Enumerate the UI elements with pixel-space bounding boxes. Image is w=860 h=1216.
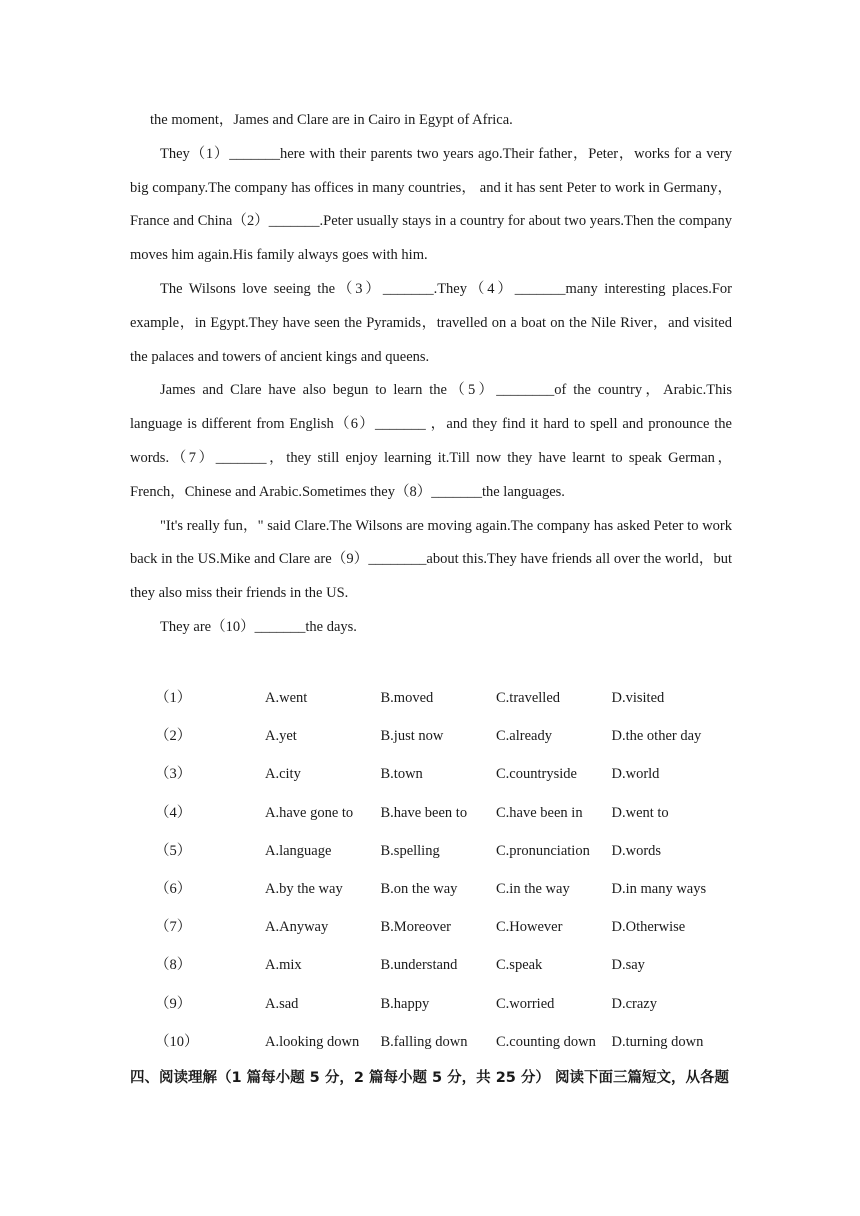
option-c: C.However: [496, 919, 563, 936]
question-number: （6）: [155, 880, 192, 897]
option-row: [155, 835, 755, 873]
option-d: D.words: [611, 842, 662, 859]
option-row: [155, 911, 755, 949]
option-d: D.turning down: [611, 1033, 704, 1050]
option-c: C.counting down: [496, 1033, 596, 1050]
option-d: D.visited: [611, 690, 665, 706]
option-row: [155, 1026, 755, 1064]
option-b: B.town: [380, 766, 423, 783]
option-b: B.happy: [380, 995, 430, 1012]
option-b: B.falling down: [380, 1033, 468, 1050]
passage-paragraph: They（1）_______here with their parents two years ago.Their father，Peter，works for a very big company.The company has offices in many countries， and it has sent Peter to work in Germany，France and China（2）_______.Peter usually stays in a country for about two years.Then the company moves him again.His family always goes with him.: [130, 145, 732, 264]
question-number: （4）: [155, 804, 192, 821]
option-d: D.went to: [611, 804, 669, 821]
option-row: [155, 758, 755, 796]
question-number: （1）: [155, 690, 192, 706]
option-d: D.say: [611, 957, 645, 974]
question-number: （7）: [155, 919, 192, 936]
option-a: A.city: [265, 766, 301, 783]
question-number: （3）: [155, 766, 192, 783]
option-row: [155, 682, 755, 720]
option-row: [155, 873, 755, 911]
option-row: [155, 797, 755, 835]
option-b: B.just now: [380, 728, 444, 745]
answer-options-table: [155, 682, 755, 1064]
passage-paragraph: "It's really fun，" said Clare.The Wilsons are moving again.The company has asked Peter to work back in the US.Mike and Clare are（9）________about this.They have friends all over the world，but they also miss their friends in the US.: [130, 517, 732, 602]
option-d: D.world: [611, 766, 660, 783]
option-d: D.Otherwise: [611, 919, 686, 936]
option-b: B.understand: [380, 957, 458, 974]
passage-paragraph: James and Clare have also begun to learn the（5）________of the country，Arabic.This language is different from English（6）_______ ，and they find it hard to spell and pronounce the words.（7）_______，they still enjoy learning it.Till now they have learnt to speak German，French，Chinese and Arabic.Sometimes they（8）_______the languages.: [130, 382, 732, 500]
passage-paragraph: The Wilsons love seeing the（3）_______.They（4）_______many interesting places.For example，in Egypt.They have seen the Pyramids，travelled on a boat on the Nile River，and visited the palaces and towers of ancient kings and queens.: [130, 280, 732, 365]
option-c: C.already: [496, 728, 552, 745]
question-number: （10）: [155, 1033, 199, 1050]
option-c: C.have been in: [496, 804, 583, 821]
option-b: B.moved: [380, 690, 434, 706]
option-c: C.in the way: [496, 880, 570, 897]
option-c: C.speak: [496, 957, 543, 974]
option-b: B.spelling: [380, 842, 440, 859]
option-a: A.have gone to: [265, 804, 354, 821]
option-d: D.the other day: [611, 728, 702, 745]
option-row: [155, 720, 755, 758]
option-c: C.travelled: [496, 690, 561, 706]
section-heading: 四、阅读理解（1 篇每小题 5 分，2 篇每小题 5 分，共 25 分） 阅读下面三篇短文，从各题: [130, 1070, 729, 1086]
passage-paragraph: the moment，James and Clare are in Cairo in Egypt of Africa.: [150, 112, 513, 128]
option-d: D.in many ways: [611, 880, 707, 897]
question-number: （9）: [155, 995, 192, 1012]
option-b: B.have been to: [380, 804, 468, 821]
option-a: A.sad: [265, 995, 299, 1012]
option-b: B.on the way: [380, 880, 458, 897]
option-b: B.Moreover: [380, 919, 451, 936]
option-a: A.mix: [265, 957, 302, 974]
option-a: A.by the way: [265, 880, 343, 897]
cloze-passage: [130, 104, 732, 645]
question-number: （2）: [155, 728, 192, 745]
option-a: A.language: [265, 842, 332, 859]
option-d: D.crazy: [611, 995, 657, 1012]
option-a: A.Anyway: [265, 919, 329, 936]
option-c: C.countryside: [496, 766, 577, 783]
option-row: [155, 988, 755, 1026]
question-number: （8）: [155, 957, 192, 974]
option-row: [155, 949, 755, 987]
option-a: A.went: [265, 690, 308, 706]
option-c: C.worried: [496, 995, 555, 1012]
passage-paragraph: They are（10）_______the days.: [160, 618, 357, 635]
option-a: A.looking down: [265, 1033, 360, 1050]
option-a: A.yet: [265, 728, 297, 745]
question-number: （5）: [155, 842, 192, 859]
option-c: C.pronunciation: [496, 842, 590, 859]
